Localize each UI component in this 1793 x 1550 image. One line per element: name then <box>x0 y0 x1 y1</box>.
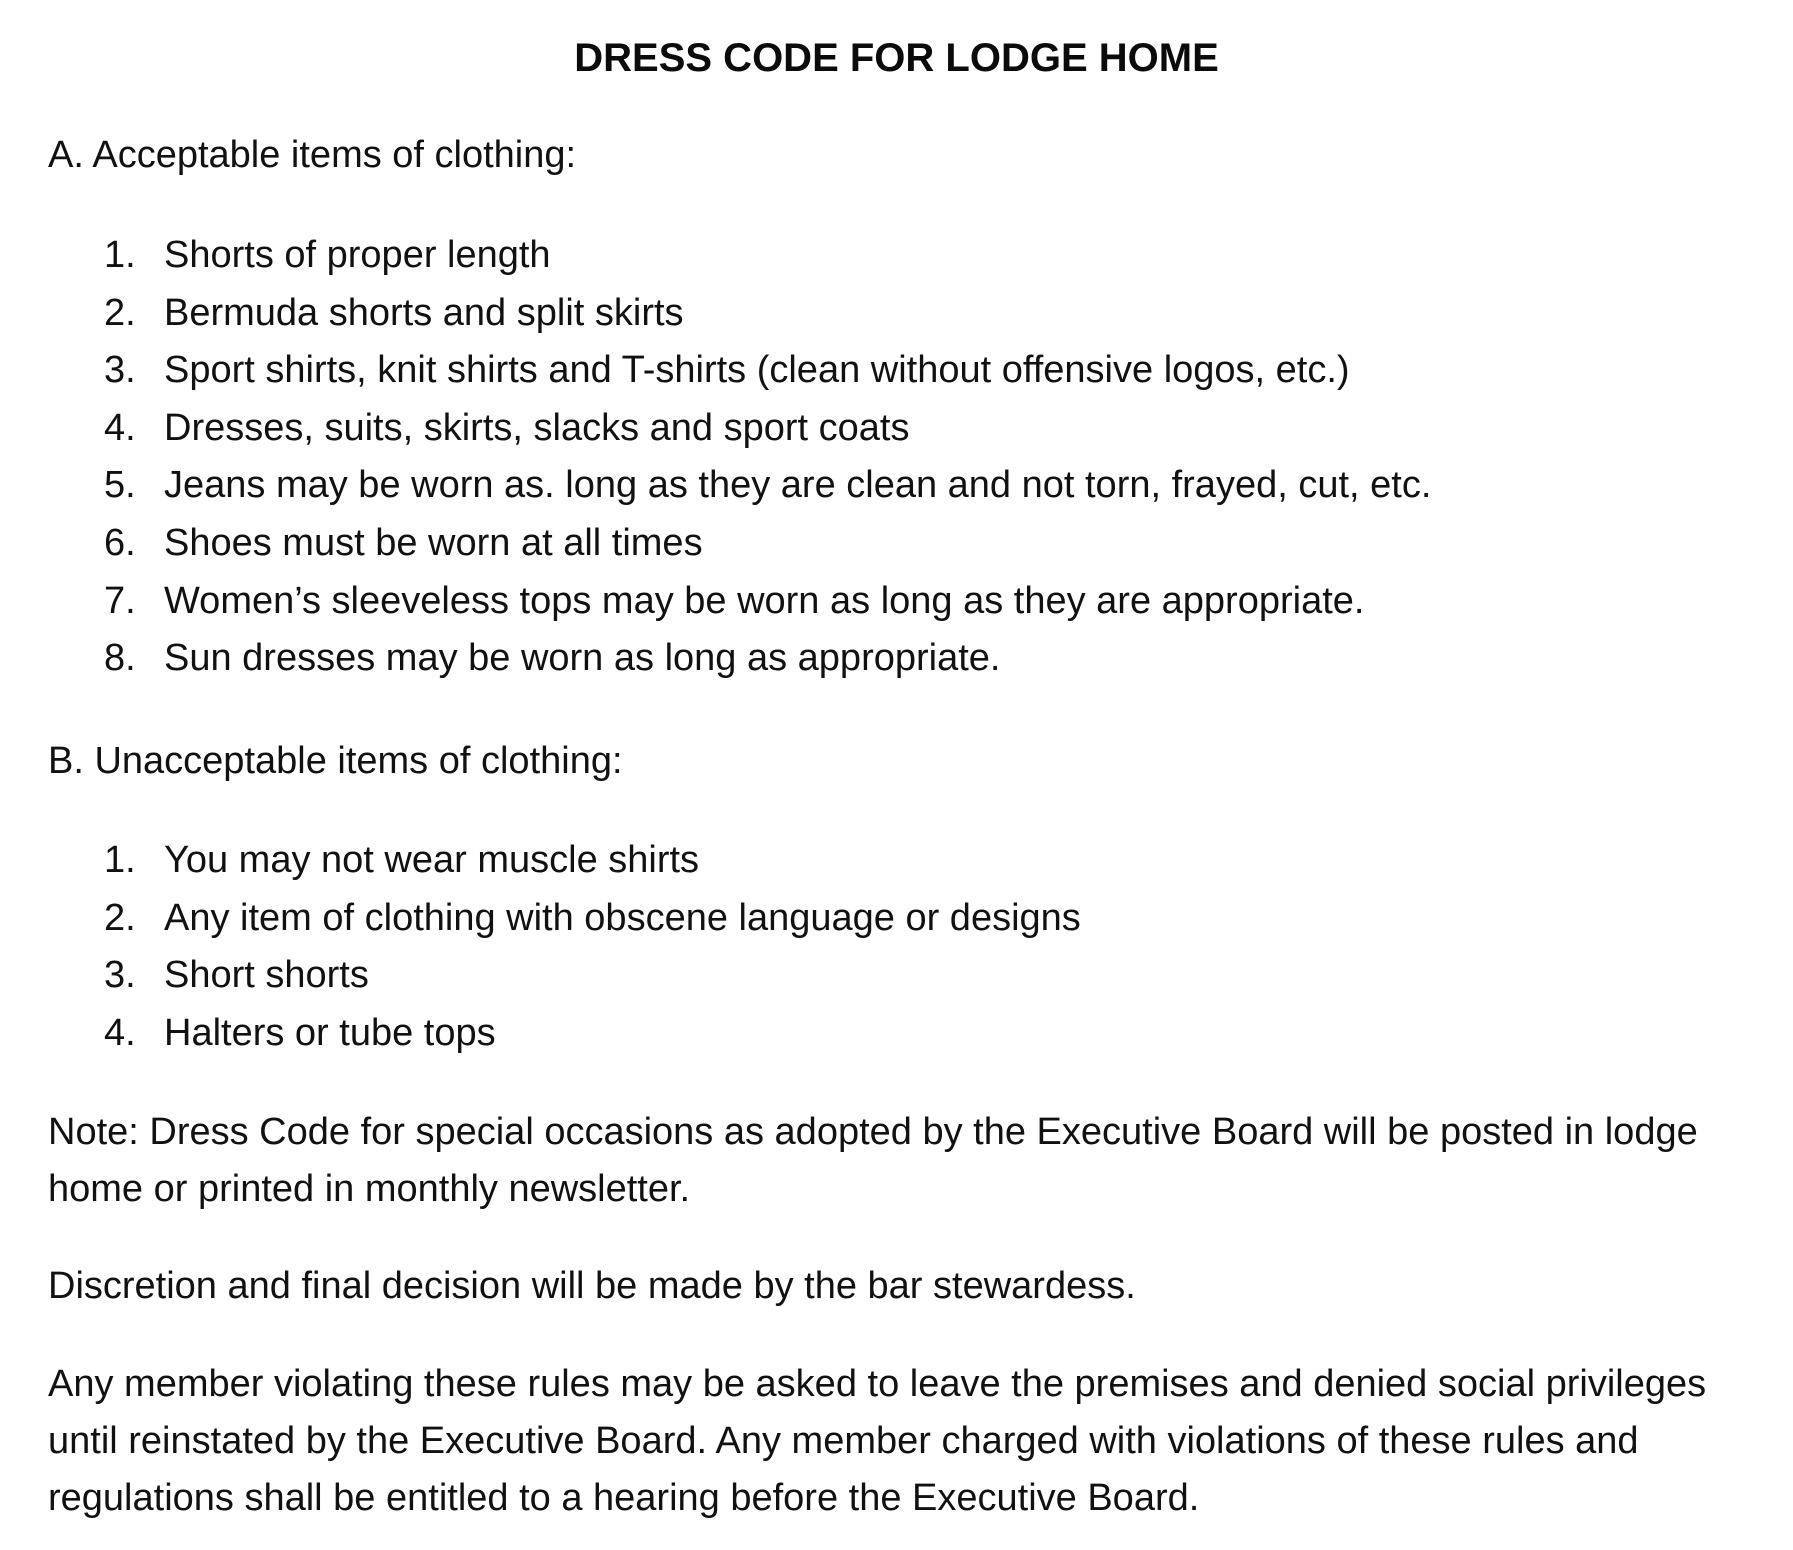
list-item-text: Dresses, suits, skirts, slacks and sport coats <box>164 406 910 449</box>
unacceptable-items-list <box>0 832 1793 1062</box>
list-item-text: Shoes must be worn at all times <box>164 521 703 564</box>
acceptable-items-list <box>0 227 1793 688</box>
list-item <box>0 573 1793 631</box>
list-item-number: 4. <box>104 1011 136 1054</box>
list-item <box>0 227 1793 285</box>
list-item-number: 8. <box>104 637 136 680</box>
list-item <box>0 1005 1793 1063</box>
list-item <box>0 947 1793 1005</box>
list-item <box>0 630 1793 688</box>
list-item <box>0 832 1793 890</box>
list-item-text: Jeans may be worn as. long as they are clean and not torn, frayed, cut, etc. <box>164 464 1432 507</box>
list-item-text: Sport shirts, knit shirts and T-shirts (clean without offensive logos, etc.) <box>164 349 1350 392</box>
list-item-text: Any item of clothing with obscene language or designs <box>164 896 1081 939</box>
list-item-text: You may not wear muscle shirts <box>164 839 700 881</box>
list-item <box>0 890 1793 948</box>
list-item-text: Women’s sleeveless tops may be worn as long as they are appropriate. <box>164 579 1365 622</box>
list-item <box>0 400 1793 458</box>
list-item-text: Shorts of proper length <box>164 234 551 276</box>
list-item-text: Short shorts <box>164 954 369 997</box>
list-item <box>0 457 1793 515</box>
list-item-number: 5. <box>104 464 136 507</box>
section-a-heading: A. Acceptable items of clothing: <box>48 134 577 176</box>
list-item-number: 6. <box>104 521 136 564</box>
list-item <box>0 285 1793 343</box>
list-item-number: 7. <box>104 579 136 622</box>
section-b-heading: B. Unacceptable items of clothing: <box>48 740 623 782</box>
list-item-text: Halters or tube tops <box>164 1011 496 1054</box>
list-item-number: 2. <box>104 291 136 334</box>
document-title: DRESS CODE FOR LODGE HOME <box>574 36 1219 80</box>
list-item-number: 1. <box>104 234 136 276</box>
discretion-paragraph: Discretion and final decision will be made by the bar stewardess. <box>48 1265 1136 1307</box>
list-item-number: 4. <box>104 406 136 449</box>
list-item <box>0 342 1793 400</box>
list-item-text: Bermuda shorts and split skirts <box>164 291 684 334</box>
list-item-number: 3. <box>104 349 136 392</box>
note-paragraph: Note: Dress Code for special occasions as adopted by the Executive Board will be posted in lodge home or printed in monthly newsletter. <box>48 1111 1698 1210</box>
list-item-text: Sun dresses may be worn as long as appropriate. <box>164 637 1001 680</box>
list-item <box>0 515 1793 573</box>
violation-paragraph: Any member violating these rules may be asked to leave the premises and denied social privileges until reinstated by the Executive Board. Any member charged with violations of these rules and regulations shall be entitled to a hearing before the Executive Board. <box>48 1363 1707 1519</box>
list-item-number: 2. <box>104 896 136 939</box>
list-item-number: 3. <box>104 954 136 997</box>
list-item-number: 1. <box>104 839 136 881</box>
